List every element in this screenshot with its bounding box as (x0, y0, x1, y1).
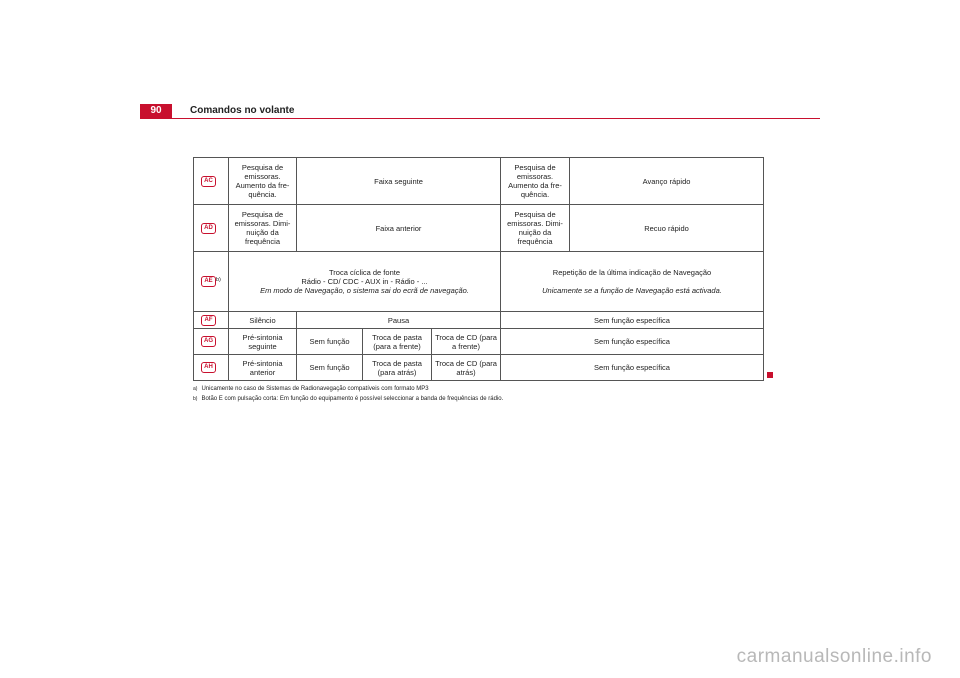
steering-controls-table (193, 157, 764, 381)
row-key (194, 252, 229, 312)
section-end-mark (767, 372, 773, 378)
table-cell: Pesquisa de emissoras. Aumento da fre-quência. (501, 158, 570, 205)
cell-note: Unicamente se a função de Navegação está activada. (542, 286, 722, 295)
watermark: carmanualsonline.info (736, 646, 932, 667)
table-row (194, 158, 764, 205)
table-cell: Pré-sintonia anterior (229, 355, 297, 381)
row-key (194, 312, 229, 329)
table-cell: Pausa (297, 312, 501, 329)
table-cell: Sem função específica (501, 312, 764, 329)
table-cell: Pré-sintonia seguinte (229, 329, 297, 355)
button-badge: AD (201, 223, 216, 234)
footnote (193, 394, 773, 404)
table-cell: Troca de CD (para atrás) (432, 355, 501, 381)
table-cell: Pesquisa de emissoras. Dimi-nuição da frequência (501, 205, 570, 252)
row-key (194, 329, 229, 355)
table-cell: Faixa anterior (297, 205, 501, 252)
page-title: Comandos no volante (190, 105, 295, 116)
button-badge: AC (201, 176, 216, 187)
spacer (504, 277, 760, 286)
table-cell: Sem função (297, 355, 363, 381)
table-cell: Sem função específica (501, 329, 764, 355)
table-row (194, 329, 764, 355)
header-rule (140, 118, 820, 119)
cell-line: Rádio - CD/ CDC - AUX in - Rádio - ... (301, 277, 428, 286)
table-row (194, 355, 764, 381)
table-cell: Pesquisa de emissoras. Aumento da fre-quência. (229, 158, 297, 205)
table-cell: Troca de CD (para a frente) (432, 329, 501, 355)
table-cell: Pesquisa de emissoras. Dimi-nuição da frequência (229, 205, 297, 252)
table-cell: Silêncio (229, 312, 297, 329)
footnote-text: Botão E com pulsação corta: Em função do equipamento é possível seleccionar a banda de frequências de rádio. (201, 396, 504, 402)
table-cell: Troca de pasta (para atrás) (363, 355, 432, 381)
footnote-text: Unicamente no caso de Sistemas de Radionavegação compatíveis com formato MP3 (201, 386, 429, 392)
table-cell (501, 252, 764, 312)
table-cell: Sem função específica (501, 355, 764, 381)
footnote (193, 384, 773, 394)
table-cell (229, 252, 501, 312)
row-key (194, 205, 229, 252)
table-cell: Avanço rápido (570, 158, 764, 205)
table-cell: Recuo rápido (570, 205, 764, 252)
page-number: 90 (140, 104, 172, 118)
cell-note: Em modo de Navegação, o sistema sai do ecrã de navegação. (260, 286, 469, 295)
button-badge: AG (201, 336, 216, 347)
table-row (194, 205, 764, 252)
table-row (194, 252, 764, 312)
footnote-mark: a) (193, 386, 198, 392)
row-key (194, 355, 229, 381)
table-cell: Troca de pasta (para a frente) (363, 329, 432, 355)
button-badge: AE (201, 276, 216, 287)
cell-line: Troca cíclica de fonte (328, 268, 400, 277)
footnote-mark: b) (193, 396, 198, 402)
button-badge: AF (201, 315, 216, 326)
cell-line: Repetição de la última indicação de Navegação (552, 268, 712, 277)
table-row (194, 312, 764, 329)
table-cell: Faixa seguinte (297, 158, 501, 205)
row-key (194, 158, 229, 205)
table-cell: Sem função (297, 329, 363, 355)
footnotes (193, 384, 773, 404)
footnote-ref: b) (216, 277, 221, 283)
button-badge: AH (201, 362, 216, 373)
